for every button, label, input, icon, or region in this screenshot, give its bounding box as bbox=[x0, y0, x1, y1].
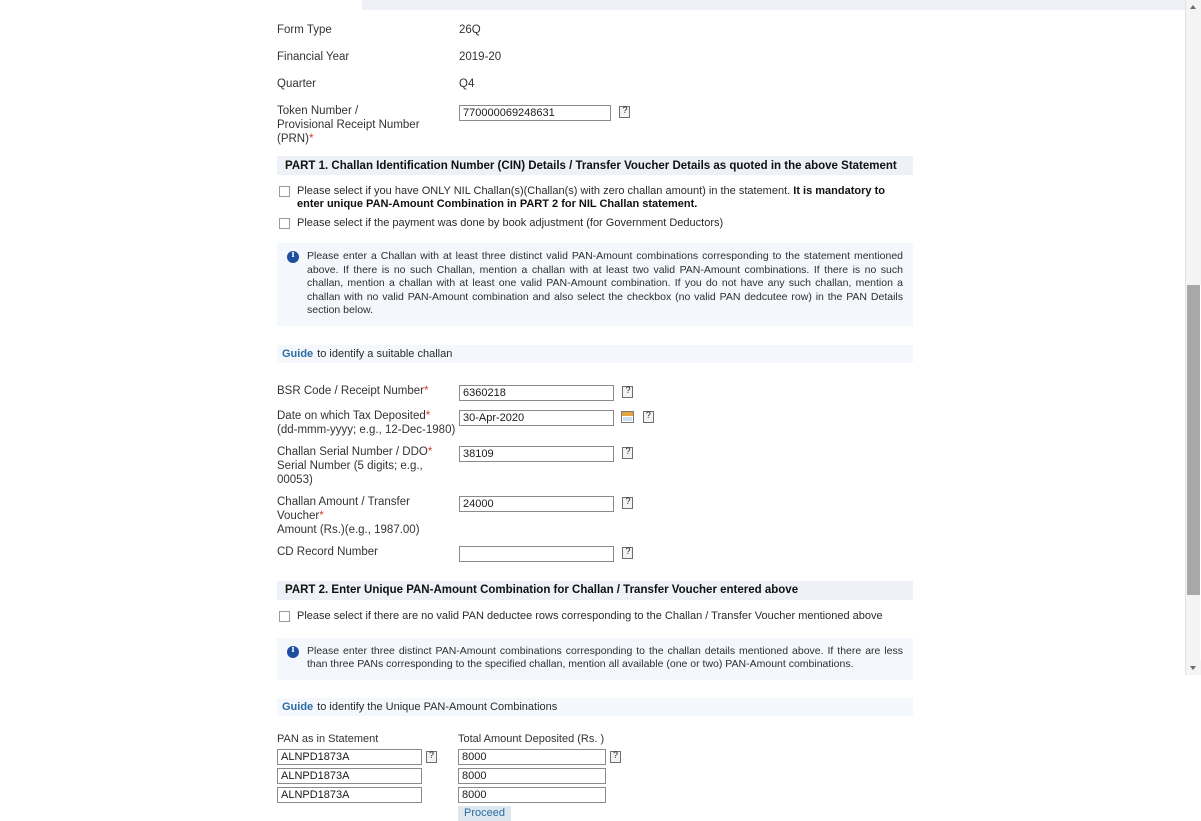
book-adjustment-checkbox-row[interactable] bbox=[277, 217, 913, 230]
no-valid-pan-checkbox-row[interactable] bbox=[277, 610, 913, 623]
challan-serial-input[interactable] bbox=[459, 446, 614, 462]
part1-info-note bbox=[277, 243, 913, 326]
challan-amount-input[interactable] bbox=[459, 496, 614, 512]
statement-row-form-type bbox=[277, 22, 913, 37]
form-type-value: 26Q bbox=[459, 24, 481, 36]
nil-challan-checkbox[interactable] bbox=[279, 186, 290, 197]
challan-serial-required-mark: * bbox=[427, 445, 433, 458]
pan-column-header: PAN as in Statement bbox=[277, 732, 379, 745]
cd-record-number-row bbox=[277, 544, 913, 562]
proceed-spacer bbox=[277, 806, 458, 821]
help-question-icon[interactable] bbox=[643, 411, 654, 423]
challan-fields bbox=[277, 383, 913, 562]
help-question-icon[interactable] bbox=[622, 547, 633, 559]
proceed-button[interactable]: Proceed bbox=[458, 806, 511, 821]
help-question-icon[interactable] bbox=[622, 386, 633, 398]
part1-guide-text: to identify a suitable challan bbox=[317, 347, 453, 360]
help-question-icon[interactable] bbox=[622, 497, 633, 509]
bsr-code-input[interactable] bbox=[459, 385, 614, 401]
pan-cell bbox=[277, 787, 458, 803]
form-inner bbox=[277, 22, 913, 821]
part2-heading: PART 2. Enter Unique PAN-Amount Combination for Challan / Transfer Voucher entered above bbox=[277, 581, 913, 600]
token-number-row bbox=[277, 103, 913, 146]
help-question-icon[interactable] bbox=[610, 751, 621, 763]
part2-guide-bar bbox=[277, 698, 913, 716]
challan-serial-label bbox=[277, 444, 459, 487]
token-label-line1: Token Number / bbox=[277, 105, 359, 117]
scrollbar-track-upper[interactable] bbox=[1186, 15, 1201, 285]
bsr-code-row bbox=[277, 383, 913, 401]
tax-deposit-date-row bbox=[277, 408, 913, 437]
statement-row-financial-year bbox=[277, 49, 913, 64]
amount-cell bbox=[458, 768, 606, 784]
part2-guide-text: to identify the Unique PAN-Amount Combinations bbox=[317, 700, 558, 713]
pan-table-header bbox=[277, 733, 913, 745]
no-valid-pan-checkbox[interactable] bbox=[279, 611, 290, 622]
quarter-value: Q4 bbox=[459, 78, 475, 90]
challan-serial-label-line2: Serial Number (5 digits; e.g., 00053) bbox=[277, 459, 423, 486]
challan-amount-input-wrap bbox=[459, 494, 633, 512]
tax-deposit-date-label-line1: Date on which Tax Deposited bbox=[277, 409, 426, 422]
amount-input[interactable] bbox=[458, 787, 606, 803]
amount-column-header: Total Amount Deposited (Rs. ) bbox=[458, 732, 605, 745]
pan-amount-table bbox=[277, 733, 913, 821]
nil-challan-text-bold: It is mandatory to enter unique PAN-Amount Combination in PART 2 for NIL Challan statement. bbox=[297, 185, 885, 210]
proceed-row bbox=[277, 806, 913, 821]
token-number-label bbox=[277, 103, 459, 146]
statement-row-quarter bbox=[277, 76, 913, 91]
part1-heading: PART 1. Challan Identification Number (CIN) Details / Transfer Voucher Details as quoted in the above Statement bbox=[277, 156, 913, 175]
part2-info-note bbox=[277, 638, 913, 680]
info-circle-icon bbox=[287, 251, 299, 263]
part1-guide-bar bbox=[277, 345, 913, 363]
scrollbar-thumb[interactable] bbox=[1187, 285, 1200, 595]
challan-serial-label-line1: Challan Serial Number / DDO bbox=[277, 445, 428, 458]
part1-guide-link[interactable]: Guide bbox=[282, 347, 314, 360]
help-question-icon[interactable] bbox=[426, 751, 437, 763]
challan-serial-input-wrap bbox=[459, 444, 633, 462]
no-valid-pan-label: Please select if there are no valid PAN deductee rows corresponding to the Challan / Transfer Voucher mentioned above bbox=[297, 609, 883, 622]
challan-amount-label-line2: Amount (Rs.)(e.g., 1987.00) bbox=[277, 523, 420, 536]
pan-input[interactable] bbox=[277, 768, 422, 784]
bsr-code-required-mark: * bbox=[424, 384, 429, 397]
financial-year-value: 2019-20 bbox=[459, 51, 502, 63]
quarter-label: Quarter bbox=[277, 78, 316, 90]
challan-amount-row bbox=[277, 494, 913, 537]
financial-year-label: Financial Year bbox=[277, 51, 350, 63]
token-number-input[interactable] bbox=[459, 105, 611, 121]
pan-table-row bbox=[277, 787, 913, 803]
form-type-label: Form Type bbox=[277, 24, 332, 36]
scroll-up-arrow-icon[interactable] bbox=[1186, 0, 1201, 15]
nil-challan-checkbox-row[interactable] bbox=[277, 185, 913, 211]
calendar-icon[interactable] bbox=[621, 411, 634, 423]
challan-serial-row bbox=[277, 444, 913, 487]
amount-cell bbox=[458, 787, 606, 803]
pan-cell bbox=[277, 749, 458, 765]
pan-input[interactable] bbox=[277, 749, 422, 765]
challan-amount-required-mark: * bbox=[319, 509, 324, 522]
book-adjustment-checkbox[interactable] bbox=[279, 218, 290, 229]
amount-input[interactable] bbox=[458, 768, 606, 784]
tax-deposit-date-input[interactable] bbox=[459, 410, 614, 426]
token-input-wrap bbox=[459, 103, 630, 121]
cd-record-number-input[interactable] bbox=[459, 546, 614, 562]
pan-table-row bbox=[277, 749, 913, 765]
cd-record-number-label bbox=[277, 544, 459, 559]
help-question-icon[interactable] bbox=[619, 106, 630, 118]
tax-deposit-date-input-wrap bbox=[459, 408, 654, 426]
bsr-code-label-line1: BSR Code / Receipt Number bbox=[277, 384, 425, 397]
pan-cell bbox=[277, 768, 458, 784]
scroll-down-arrow-icon[interactable] bbox=[1186, 660, 1201, 675]
amount-cell bbox=[458, 749, 621, 765]
bsr-code-input-wrap bbox=[459, 383, 633, 401]
token-required-mark: * bbox=[308, 133, 314, 145]
nil-challan-text-normal: Please select if you have ONLY NIL Challan(s)(Challan(s) with zero challan amount) in the statement. bbox=[297, 185, 794, 197]
help-question-icon[interactable] bbox=[622, 447, 633, 459]
token-label-line2: Provisional Receipt Number (PRN) bbox=[277, 119, 420, 145]
challan-amount-label-line1: Challan Amount / Transfer Voucher bbox=[277, 495, 410, 522]
part2-guide-link[interactable]: Guide bbox=[282, 700, 314, 713]
tax-deposit-date-label bbox=[277, 408, 459, 437]
amount-input[interactable] bbox=[458, 749, 606, 765]
part1-info-note-text: Please enter a Challan with at least three distinct valid PAN-Amount combinations corresponding to the statement mentioned above. If there is no such Challan, mention a challan with at least two valid PAN-Amount combinations. If there is no such challan, mention a challan with at least one valid PAN-Amount combination. If you do not have any such challan, mention a challan with no valid PAN-Amount combination and also select the checkbox (no valid PAN dedcutee row) in the PAN Details section below. bbox=[307, 250, 903, 316]
challan-amount-label bbox=[277, 494, 459, 537]
cd-record-number-input-wrap bbox=[459, 544, 633, 562]
pan-input[interactable] bbox=[277, 787, 422, 803]
cd-record-number-label-line1: CD Record Number bbox=[277, 545, 378, 558]
part2-info-note-text: Please enter three distinct PAN-Amount combinations corresponding to the challan details mentioned above. If there are less than three PANs corresponding to the specified challan, mention all available (one or two) PAN-Amount combinations. bbox=[307, 644, 903, 670]
nil-challan-label bbox=[297, 185, 912, 211]
tax-deposit-date-label-line2: (dd-mmm-yyyy; e.g., 12-Dec-1980) bbox=[277, 423, 456, 436]
info-circle-icon bbox=[287, 646, 299, 658]
bsr-code-label bbox=[277, 383, 459, 398]
vertical-scrollbar[interactable] bbox=[1185, 0, 1200, 675]
pan-table-row bbox=[277, 768, 913, 784]
tax-deposit-date-required-mark: * bbox=[425, 409, 431, 422]
book-adjustment-label: Please select if the payment was done by book adjustment (for Government Deductors) bbox=[297, 217, 724, 229]
